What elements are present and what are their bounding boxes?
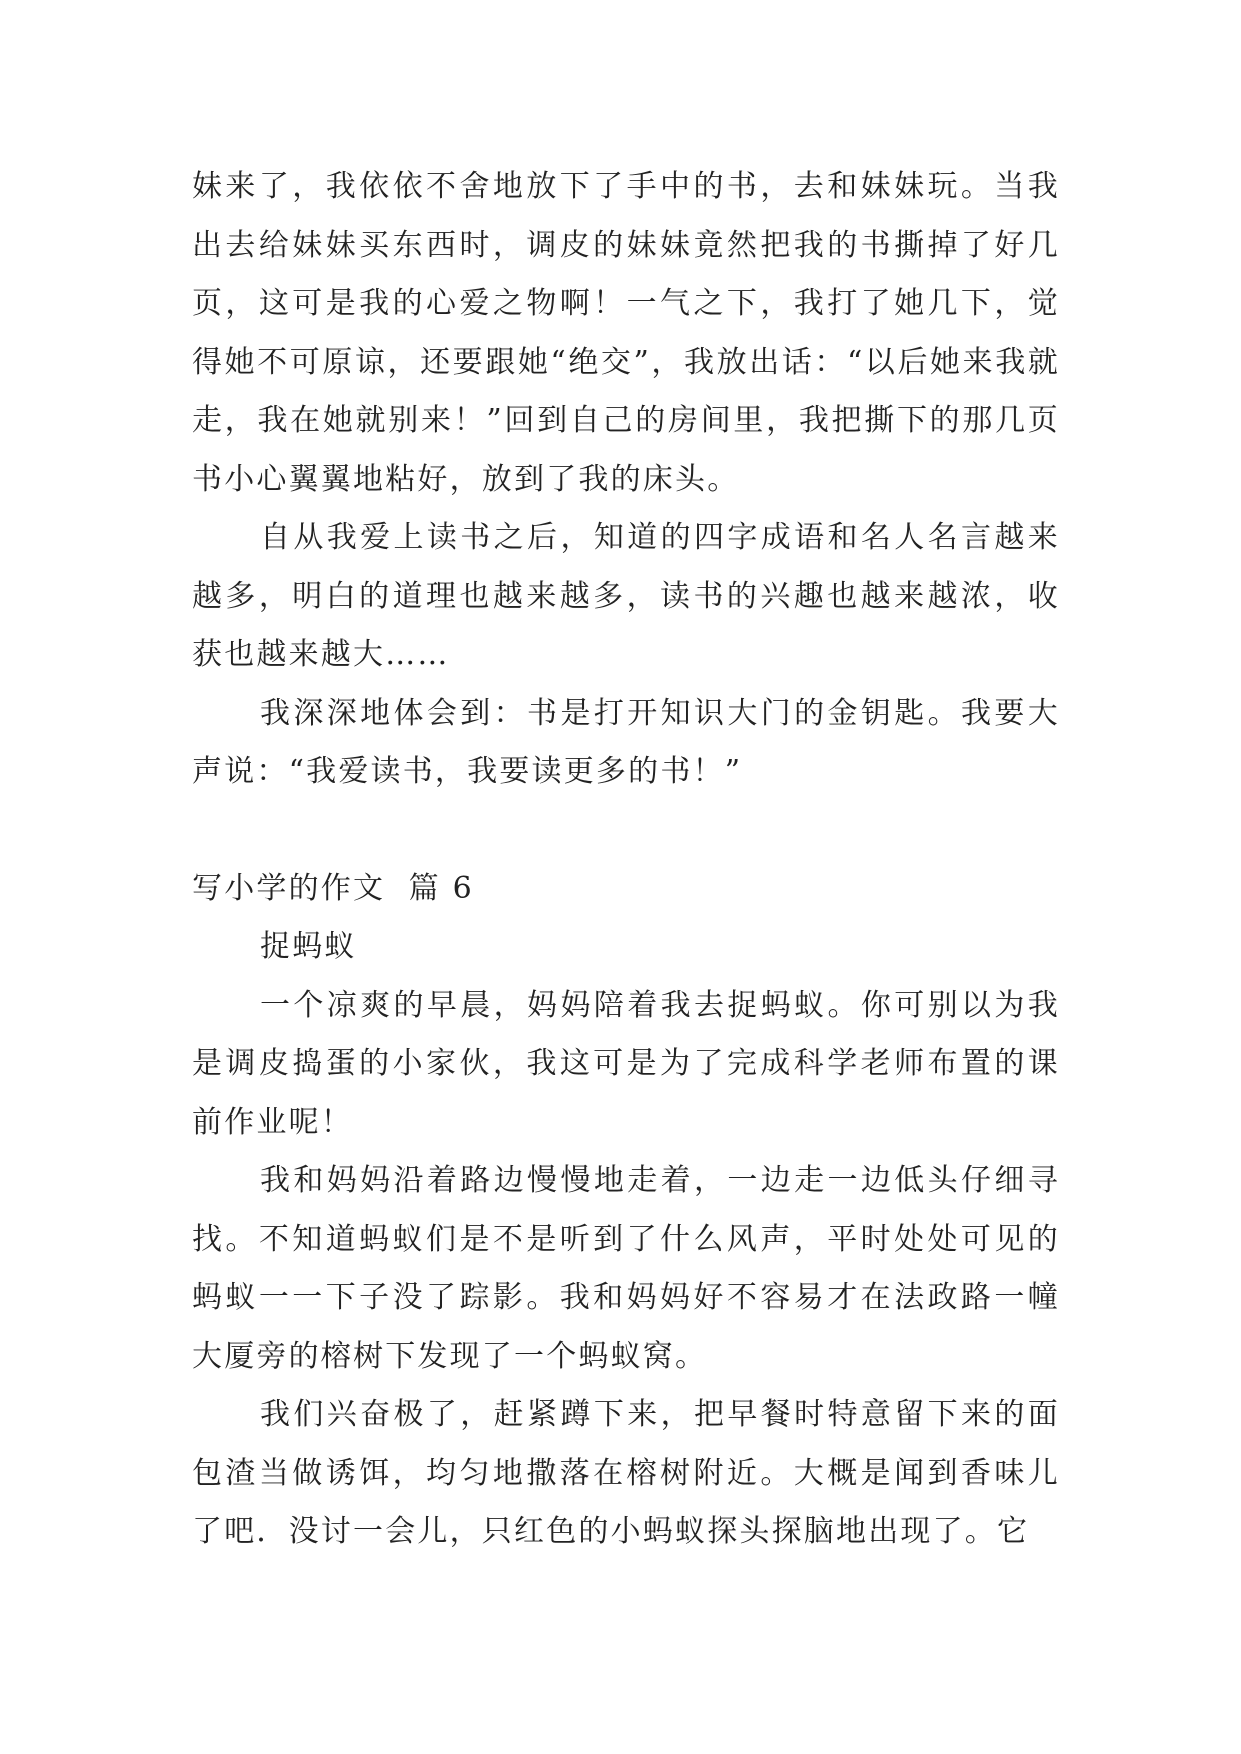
essay-title: 捉蚂蚁 <box>260 929 357 964</box>
section-heading: 写小学的作文 篇 6 <box>192 870 474 906</box>
paragraph: 自从我爱上读书之后，知道的四字成语和名人名言越来越多，明白的道理也越来越多，读书的兴趣也越来越浓，收获也越来越大…… <box>192 520 1060 672</box>
paragraph: 我们兴奋极了，赶紧蹲下来，把早餐时特意留下来的面包渣当做诱饵，均匀地撒落在榕树附近。大概是闻到香味儿了吧．没讨一会儿，只红色的小蚂蚁探头探脑地出现了。它 <box>192 1397 1060 1549</box>
paragraph: 我和妈妈沿着路边慢慢地走着，一边走一边低头仔细寻找。不知道蚂蚁们是不是听到了什么风声，平时处处可见的蚂蚁一一下子没了踪影。我和妈妈好不容易才在法政路一幢大厦旁的榕树下发现了一个蚂蚁窝。 <box>192 1163 1060 1374</box>
document-page <box>192 158 1060 1562</box>
paragraph: 妹来了，我依依不舍地放下了手中的书，去和妹妹玩。当我出去给妹妹买东西时，调皮的妹妹竟然把我的书撕掉了好几页，这可是我的心爱之物啊！一气之下，我打了她几下，觉得她不可原谅，还要跟她“绝交”，我放出话：“以后她来我就走，我在她就别来！”回到自己的房间里，我把撕下的那几页书小心翼翼地粘好，放到了我的床头。 <box>192 169 1060 497</box>
paragraph: 我深深地体会到：书是打开知识大门的金钥匙。我要大声说：“我爱读书，我要读更多的书！” <box>192 695 1060 789</box>
paragraph: 一个凉爽的早晨，妈妈陪着我去捉蚂蚁。你可别以为我是调皮捣蛋的小家伙，我这可是为了完成科学老师布置的课前作业呢！ <box>192 987 1060 1140</box>
